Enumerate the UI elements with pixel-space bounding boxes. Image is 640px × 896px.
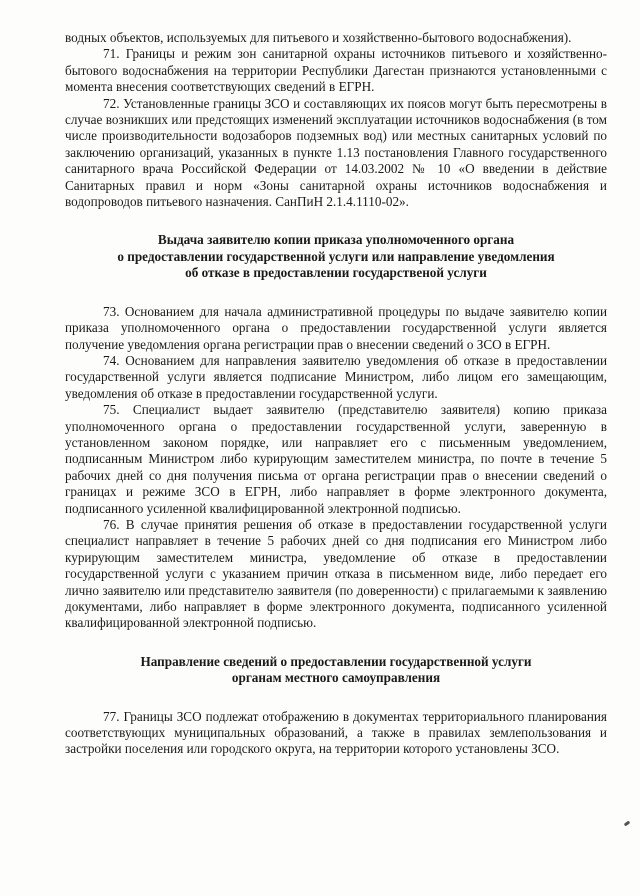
top-fragment-paragraph: водных объектов, используемых для питьевого и хозяйственно-бытового водоснабжения). <box>65 30 572 45</box>
paragraph-71: 71. Границы и режим зон санитарной охраны источников питьевого и хозяйственно-бытового водоснабжения на территории Республики Дагестан признаются установленными с момента внесения соответствующих сведений в ЕГРН. <box>65 46 607 95</box>
paragraph-73: 73. Основанием для начала административной процедуры по выдаче заявителю копии приказа уполномоченного органа о предоставлении государственной услуги является получение уведомления органа регистрации прав о внесении сведений о ЗСО в ЕГРН. <box>65 303 607 352</box>
section-heading-municipal <box>65 654 607 687</box>
paragraph-74: 74. Основанием для направления заявителю уведомления об отказе в предоставлении государственной услуги является подписание Министром, либо лицом его замещающим, уведомления об отказе в предоставлении государственной услуги. <box>65 352 607 401</box>
section-heading-issuance-line-2: о предоставлении государственной услуги или направление уведомления <box>117 248 555 264</box>
paragraph-75: 75. Специалист выдает заявителю (представителю заявителя) копию приказа уполномоченного органа о предоставлении государственной услуги, заверенную в установленном законом порядке, или направляет его с письменным уведомлением, подписанным Министром либо курирующим заместителем министра, по почте в течение 5 рабочих дней со дня получения письма от органа регистрации прав о внесении сведений о границах и режиме ЗСО в ЕГРН, либо направляет в форме электронного документа, подписанного усиленной квалифицированной электронной подписью. <box>65 402 607 516</box>
document-body <box>65 30 607 758</box>
paragraph-72: 72. Установленные границы ЗСО и составляющих их поясов могут быть пересмотрены в случае возникших или предстоящих изменений эксплуатации источников водоснабжения (в том числе производительности водозаборов подземных вод) или местных санитарных условий по заключению организаций, указанных в пункте 1.13 постановления Главного государственного санитарного врача Российской Федерации от 14.03.2002 № 10 «О введении в действие Санитарных правил и норм «Зоны санитарной охраны источников водоснабжения и водопроводов питьевого назначения. СанПиН 2.1.4.1110-02». <box>65 95 607 210</box>
scan-artifact-mark <box>624 821 631 827</box>
paragraph-76: 76. В случае принятия решения об отказе в предоставлении государственной услуги специалист направляет в течение 5 рабочих дней со дня подписания его Министром либо курирующим заместителем министра, уведомление об отказе в предоставлении государственной услуги с указанием причин отказа в письменном виде, либо передает его лично заявителю или представителю заявителя (по доверенности) с прилагаемыми к заявлению документами, либо направляет в форме электронного документа, подписанного усиленной квалифицированной электронной подписью. <box>65 516 607 631</box>
section-heading-issuance-line-3: об отказе в предоставлении государственой услуги <box>185 265 487 281</box>
section-heading-municipal-line-2: органам местного самоуправления <box>231 670 441 686</box>
section-heading-issuance-line-1: Выдача заявителю копии приказа уполномоченного органа <box>157 232 515 248</box>
section-heading-issuance <box>65 232 607 281</box>
section-heading-municipal-line-1: Направление сведений о предоставлении государственной услуги <box>140 653 532 669</box>
paragraph-77: 77. Границы ЗСО подлежат отображению в документах территориального планирования соответствующих муниципальных образований, а также в правилах землепользования и застройки поселения или городского округа, на территории которого установлены ЗСО. <box>65 708 607 757</box>
